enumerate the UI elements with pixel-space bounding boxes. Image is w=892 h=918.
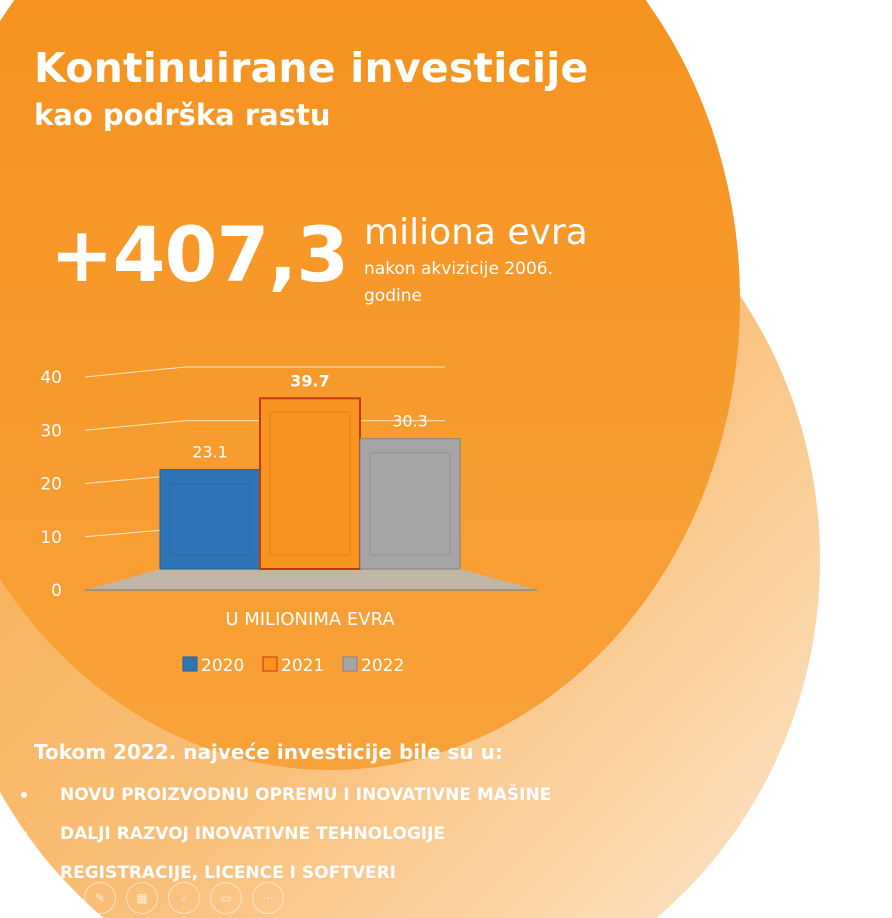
next-icon: ▶ <box>53 891 63 905</box>
more-icon: ⋯ <box>262 891 274 905</box>
data-label-2020: 23.1 <box>192 442 228 462</box>
bar-2021 <box>260 398 360 569</box>
data-label-2022: 30.3 <box>392 411 428 431</box>
list-item-label: NOVU PROIZVODNU OPREMU I INOVATIVNE MAŠINE <box>60 785 552 805</box>
presentation-controls <box>0 882 284 914</box>
y-tick-label: 10 <box>40 527 62 548</box>
see-all-slides-button[interactable] <box>126 882 158 914</box>
investments-list <box>0 780 551 897</box>
legend-swatch-2022 <box>343 657 357 671</box>
previous-slide-button[interactable] <box>0 882 32 914</box>
chart-floor <box>85 569 537 590</box>
slide-subtitle: kao podrška rastu <box>34 98 331 132</box>
investment-total: +407,3 <box>50 210 349 299</box>
investments-intro: Tokom 2022. najveće investicije bile su u: <box>34 740 503 764</box>
list-item <box>0 819 551 858</box>
previous-icon: ◀ <box>11 891 21 905</box>
x-axis-label: U MILIONIMA EVRA <box>225 609 395 630</box>
slides-icon: ▦ <box>136 891 148 905</box>
pen-tool-button[interactable] <box>84 882 116 914</box>
zoom-icon: ⌕ <box>180 890 188 905</box>
investment-unit: miliona evra <box>364 212 588 253</box>
bar-2020 <box>160 470 260 569</box>
y-tick-label: 0 <box>51 581 62 601</box>
legend-swatch-2021 <box>263 657 277 671</box>
subtitles-icon: ▭ <box>220 891 232 905</box>
list-item-label: DALJI RAZVOJ INOVATIVNE TEHNOLOGIJE <box>60 824 446 844</box>
investment-note: nakon akvizicije 2006. godine <box>364 259 554 306</box>
y-tick-label: 30 <box>40 421 62 442</box>
legend-label-2022: 2022 <box>361 656 405 676</box>
bullet-icon <box>21 831 27 837</box>
list-item <box>0 780 551 819</box>
y-tick-label: 20 <box>40 474 62 495</box>
data-label-2021: 39.7 <box>290 371 330 391</box>
bar-2022 <box>360 439 460 569</box>
subtitles-button[interactable] <box>210 882 242 914</box>
gridline <box>85 367 445 377</box>
legend-swatch-2020 <box>183 657 197 671</box>
investment-chart <box>0 350 600 690</box>
bullet-icon <box>21 870 27 876</box>
slide-title: Kontinuirane investicije <box>34 44 589 92</box>
list-item-label: REGISTRACIJE, LICENCE I SOFTVERI <box>60 863 396 883</box>
legend-label-2021: 2021 <box>281 656 325 676</box>
legend-label-2020: 2020 <box>201 656 245 676</box>
pen-icon: ✎ <box>94 891 106 905</box>
bullet-icon <box>21 792 27 798</box>
more-options-button[interactable] <box>252 882 284 914</box>
zoom-button[interactable] <box>168 882 200 914</box>
next-slide-button[interactable] <box>42 882 74 914</box>
y-tick-label: 40 <box>40 368 62 388</box>
